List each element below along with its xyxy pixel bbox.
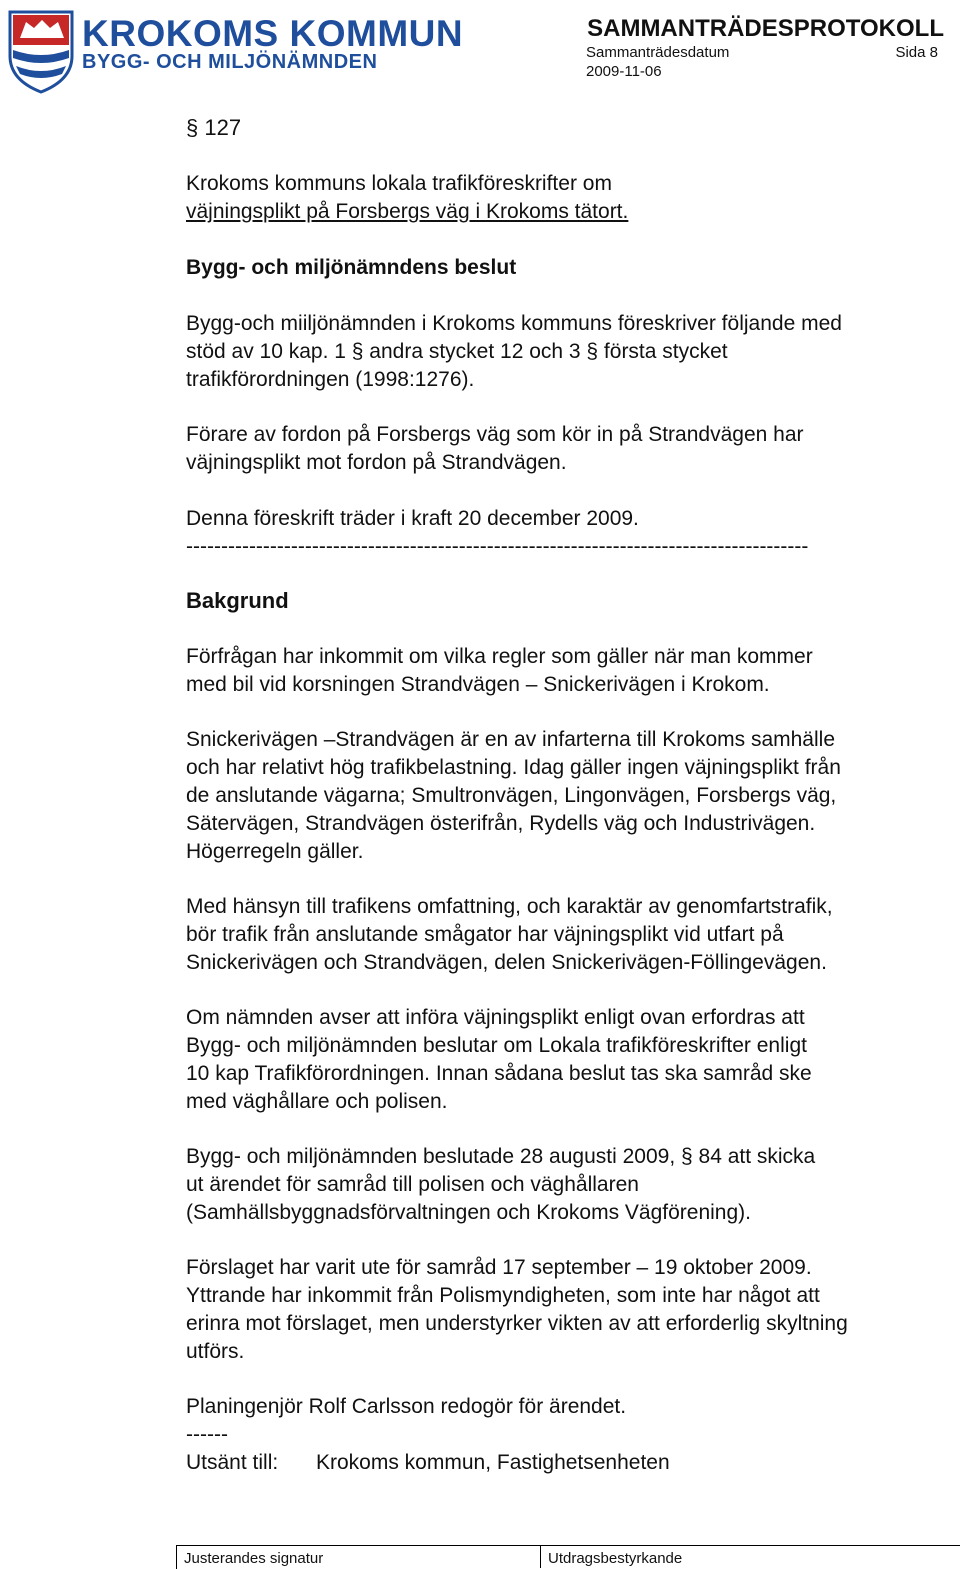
organization-subtitle: BYGG- OCH MILJÖNÄMNDEN [82, 51, 378, 73]
background-text: och har relativt hög trafikbelastning. Idag gäller ingen väjningsplikt från [186, 756, 841, 779]
coat-of-arms-icon [6, 8, 76, 94]
presenter-note: Planingenjör Rolf Carlsson redogör för ärendet. [186, 1395, 627, 1418]
background-text: Högerregeln gäller. [186, 840, 364, 863]
short-separator: ------ [186, 1423, 228, 1446]
sent-to-label: Utsänt till: [186, 1451, 279, 1474]
background-text: erinra mot förslaget, men understyrker vikten av att erforderlig skyltning [186, 1312, 848, 1335]
background-text: Om nämnden avser att införa väjningsplikt enligt ovan erfordras att [186, 1006, 805, 1029]
background-text: (Samhällsbyggnadsförvaltningen och Krokoms Vägförening). [186, 1201, 751, 1224]
background-text: de anslutande vägarna; Smultronvägen, Lingonvägen, Forsbergs väg, [186, 784, 837, 807]
background-text: med väghållare och polisen. [186, 1090, 448, 1113]
background-text: ut ärendet för samråd till polisen och väghållaren [186, 1173, 639, 1196]
background-text: Yttrande har inkommit från Polismyndigheten, som inte har något att [186, 1284, 820, 1307]
organization-name: KROKOMS KOMMUN [82, 13, 464, 54]
sent-to-value: Krokoms kommun, Fastighetsenheten [316, 1451, 670, 1474]
background-text: Förslaget har varit ute för samråd 17 september – 19 oktober 2009. [186, 1256, 812, 1279]
decision-text: väjningsplikt mot fordon på Strandvägen. [186, 451, 567, 474]
separator-line: ----------------------------------------------------------------------------------------- [186, 535, 809, 558]
page-number: Sida 8 [895, 44, 938, 61]
section-title-line2-text: väjningsplikt på Forsbergs väg i Krokoms tätort. [186, 200, 629, 223]
background-text: Bygg- och miljönämnden beslutade 28 augusti 2009, § 84 att skicka [186, 1145, 816, 1168]
effective-date-text: Denna föreskrift träder i kraft 20 december 2009. [186, 507, 639, 530]
section-title-line1: Krokoms kommuns lokala trafikföreskrifter om [186, 172, 612, 195]
meeting-date: 2009-11-06 [586, 63, 662, 80]
background-text: Bygg- och miljönämnden beslutar om Lokala trafikföreskrifter enligt [186, 1034, 807, 1057]
background-text: Med hänsyn till trafikens omfattning, och karaktär av genomfartstrafik, [186, 895, 833, 918]
meeting-date-label: Sammanträdesdatum [586, 44, 730, 61]
background-text: bör trafik från anslutande smågator har väjningsplikt vid utfart på [186, 923, 784, 946]
section-number-value: 127 [204, 115, 242, 140]
background-text: med bil vid korsningen Strandvägen – Snickerivägen i Krokom. [186, 673, 770, 696]
decision-text: Förare av fordon på Forsbergs väg som kör in på Strandvägen har [186, 423, 804, 446]
decision-text: trafikförordningen (1998:1276). [186, 368, 475, 391]
document-title: SAMMANTRÄDESPROTOKOLL [587, 15, 944, 42]
decision-heading: Bygg- och miljönämndens beslut [186, 256, 517, 279]
background-text: 10 kap Trafikförordningen. Innan sådana beslut tas ska samråd ske [186, 1062, 812, 1085]
section-title-line2 [186, 198, 628, 226]
decision-text: Bygg-och miiljönämnden i Krokoms kommuns föreskriver följande med [186, 312, 842, 335]
section-number: § 127 [186, 115, 242, 140]
footer-divider [540, 1545, 541, 1568]
background-heading: Bakgrund [186, 588, 289, 613]
background-text: Förfrågan har inkommit om vilka regler som gäller när man kommer [186, 645, 813, 668]
excerpt-certification-label: Utdragsbestyrkande [548, 1550, 683, 1567]
decision-text: stöd av 10 kap. 1 § andra stycket 12 och 3 § första stycket [186, 340, 728, 363]
signature-label: Justerandes signatur [184, 1550, 324, 1567]
background-text: Sätervägen, Strandvägen österifrån, Rydells väg och Industrivägen. [186, 812, 816, 835]
background-text: Snickerivägen –Strandvägen är en av infarterna till Krokoms samhälle [186, 728, 836, 751]
background-text: Snickerivägen och Strandvägen, delen Snickerivägen-Föllingevägen. [186, 951, 827, 974]
background-text: utförs. [186, 1340, 245, 1363]
